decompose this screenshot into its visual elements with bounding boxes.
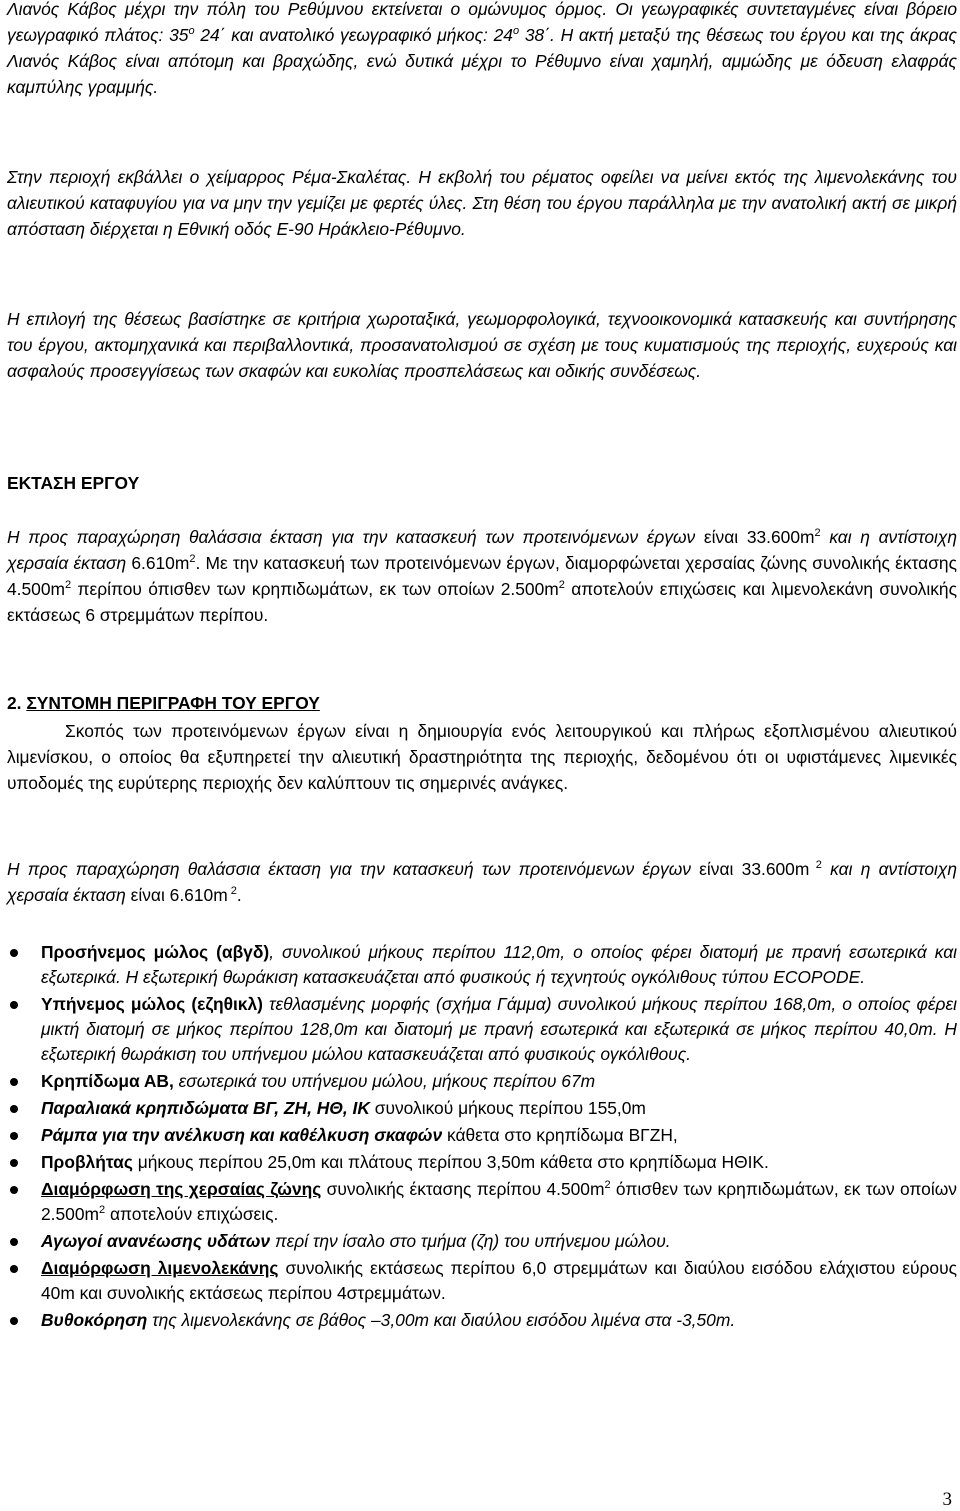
section-number: 2. [7, 693, 27, 713]
list-item [7, 1308, 957, 1333]
item-text: , συνολικού μήκους περίπου 112,0m, ο οποίος φέρει διατομή με πρανή εσωτερικά και εξωτερικά. Η εξωτερική θωράκιση κατασκευάζεται από φυσικούς ή τεχνητούς ογκόλιθους τύπου ECOPODE. [41, 942, 957, 987]
item-text: συνολικής εκτάσεως περίπου 6,0 στρεμμάτων και διαύλου εισόδου ελάχιστου εύρους 40m και συνολικής εκτάσεως περίπου 4στρεμμάτων. [41, 1258, 957, 1303]
paragraph-location [7, 0, 957, 100]
item-text: μήκους περίπου 25,0m και πλάτους περίπου 3,50m κάθετα στο κρηπίδωμα ΗΘΙΚ. [132, 1152, 769, 1172]
list-item [7, 992, 957, 1067]
text-run: είναι 6.610m [125, 885, 228, 905]
item-text: τεθλασμένης μορφής (σχήμα Γάμμα) συνολικού μήκους περίπου 168,0m, ο οποίος φέρει μικτή διατομή σε μήκος περίπου 128,0m και διατομή με πρανή εσωτερικά και εξωτερικά σε μήκος περίπου 40,0m. Η εξωτερική θωράκιση του υπήνεμου μώλου κατασκευάζεται από φυσικούς ογκόλιθους. [41, 994, 958, 1064]
list-item [7, 1150, 957, 1175]
superscript: 2 [814, 527, 821, 540]
bullet-icon [10, 1186, 18, 1194]
bullet-icon [10, 1105, 18, 1113]
text-run: και η αντίστοιχη χερσαία έκταση [7, 527, 957, 573]
works-list [7, 940, 957, 1333]
bullet-icon [10, 1159, 18, 1167]
bullet-icon [10, 1317, 18, 1325]
section-title: ΣΥΝΤΟΜΗ ΠΕΡΙΓΡΑΦΗ ΤΟΥ ΕΡΓΟΥ [26, 693, 320, 713]
superscript: o [512, 25, 520, 38]
page-number: 3 [942, 1489, 952, 1510]
list-item [7, 1256, 957, 1306]
text-run: περίπου όπισθεν των κρηπιδωμάτων, εκ των οποίων 2.500m [71, 579, 559, 599]
superscript: 2 [809, 859, 822, 872]
text-run: είναι 33.600m [690, 859, 810, 879]
text-run: 24΄ και ανατολικό γεωγραφικό μήκος: 24 [194, 25, 513, 45]
bullet-icon [10, 1001, 18, 1009]
item-text: εσωτερικά του υπήνεμου μώλου, μήκους περίπου 67m [173, 1071, 596, 1091]
superscript: 2 [99, 1204, 106, 1217]
bullet-icon [10, 949, 18, 957]
item-title: Προβλήτας [41, 1152, 133, 1172]
text-run: αποτελούν επιχώσεις και λιμενολεκάνη συνολικής εκτάσεως 6 στρεμμάτων περίπου. [7, 579, 957, 625]
item-title: Παραλιακά κρηπιδώματα ΒΓ, ΖΗ, ΗΘ, ΙΚ [41, 1098, 370, 1118]
list-item [7, 1177, 957, 1227]
bullet-icon [10, 1238, 18, 1246]
text-run: 6.610m [126, 553, 190, 573]
superscript: o [188, 25, 195, 38]
item-text: περί την ίσαλο στο τμήμα (ζη) του υπήνεμου μώλου. [270, 1231, 671, 1251]
paragraph-area-repeat [7, 856, 957, 908]
list-item [7, 1069, 957, 1094]
list-item [7, 1229, 957, 1254]
item-text: όπισθεν των κρηπιδωμάτων, εκ των οποίων 2.500m [41, 1179, 957, 1224]
item-title: Κρηπίδωμα ΑΒ, [41, 1071, 174, 1091]
text-run: Λιανός Κάβος μέχρι την πόλη του Ρεθύμνου εκτείνεται ο ομώνυμος όρμος. Οι γεωγραφικές συντεταγμένες είναι βόρειο γεωγραφικό πλάτος: 35 [7, 0, 957, 45]
paragraph-project-area [7, 524, 957, 628]
list-item [7, 1123, 957, 1148]
item-title: Ράμπα για την ανέλκυση και καθέλκυση σκαφών [41, 1125, 443, 1145]
paragraph-stream: Στην περιοχή εκβάλλει ο χείμαρρος Ρέμα-Σκαλέτας. Η εκβολή του ρέματος οφείλει να μείνει εκτός της λιμενολεκάνης του αλιευτικού καταφυγίου για να μην την γεμίζει με φερτές ύλες. Στη θέση του έργου παράλληλα με την ανατολική ακτή σε μικρή απόσταση διέρχεται η Εθνική οδός Ε-90 Ηράκλειο-Ρέθυμνο. [7, 167, 957, 239]
list-item [7, 940, 957, 990]
text-run: . Με την κατασκευή των προτεινόμενων έργων, διαμορφώνεται χερσαίας ζώνης συνολικής έκτασης 4.500m [7, 553, 957, 599]
item-title: Αγωγοί ανανέωσης υδάτων [41, 1231, 271, 1251]
item-text: κάθετα στο κρηπίδωμα ΒΓΖΗ, [442, 1125, 678, 1145]
heading-project-area: ΕΚΤΑΣΗ ΕΡΓΟΥ [7, 473, 140, 493]
superscript: 2 [65, 579, 72, 592]
text-run: είναι 33.600m [695, 527, 815, 547]
bullet-icon [10, 1265, 18, 1273]
superscript: 2 [227, 885, 237, 898]
text-run: Η προς παραχώρηση θαλάσσια έκταση για την κατασκευή των προτεινόμενων έργων [7, 527, 696, 547]
bullet-icon [10, 1132, 18, 1140]
list-item [7, 1096, 957, 1121]
bullet-icon [10, 1078, 18, 1086]
superscript: 2 [604, 1179, 611, 1192]
item-title: Υπήνεμος μώλος (εζηθικλ) [41, 994, 263, 1014]
item-text: συνολικής έκτασης περίπου 4.500m [321, 1179, 605, 1199]
superscript: 2 [558, 579, 565, 592]
text-run: 38΄. Η ακτή μεταξύ της θέσεως του έργου και της άκρας Λιανός Κάβος είναι απότομη και βραχώδης, ενώ δυτικά μέχρι το Ρέθυμνο είναι χαμηλή, αμμώδης με όδευση ελαφράς καμπύλης γραμμής. [7, 25, 957, 97]
item-text: συνολικού μήκους περίπου 155,0m [369, 1098, 646, 1118]
item-title: Βυθοκόρηση [41, 1310, 148, 1330]
text-run: και η αντίστοιχη χερσαία έκταση [7, 859, 957, 905]
superscript: 2 [189, 553, 196, 566]
heading-short-description [7, 690, 320, 716]
item-text: αποτελούν επιχώσεις. [105, 1204, 279, 1224]
item-title: Διαμόρφωση της χερσαίας ζώνης [41, 1179, 322, 1199]
paragraph-purpose: Σκοπός των προτεινόμενων έργων είναι η δημιουργία ενός λειτουργικού και πλήρως εξοπλισμένου αλιευτικού λιμενίσκου, ο οποίος θα εξυπηρετεί την αλιευτική δραστηριότητα της περιοχής, δεδομένου ότι οι υφιστάμενες λιμενικές υποδομές της ευρύτερης περιοχής δεν καλύπτουν τις σημερινές ανάγκες. [7, 721, 957, 793]
text-run: . [236, 885, 242, 905]
paragraph-site-selection: Η επιλογή της θέσεως βασίστηκε σε κριτήρια χωροταξικά, γεωμορφολογικά, τεχνοοικονομικά κατασκευής και συντήρησης του έργου, ακτομηχανικά και περιβαλλοντικά, προσανατολισμού σε σχέση με τους κυματισμούς της περιοχής, ευχερούς και ασφαλούς προσεγγίσεως των σκαφών και ευκολίας προσπελάσεως και οδικής συνδέσεως. [7, 309, 957, 381]
text-run: Η προς παραχώρηση θαλάσσια έκταση για την κατασκευή των προτεινόμενων έργων [7, 859, 691, 879]
item-text: της λιμενολεκάνης σε βάθος –3,00m και διαύλου εισόδου λιμένα στα -3,50m. [147, 1310, 736, 1330]
item-title: Διαμόρφωση λιμενολεκάνης [41, 1258, 279, 1278]
item-title: Προσήνεμος μώλος (αβγδ) [41, 942, 270, 962]
